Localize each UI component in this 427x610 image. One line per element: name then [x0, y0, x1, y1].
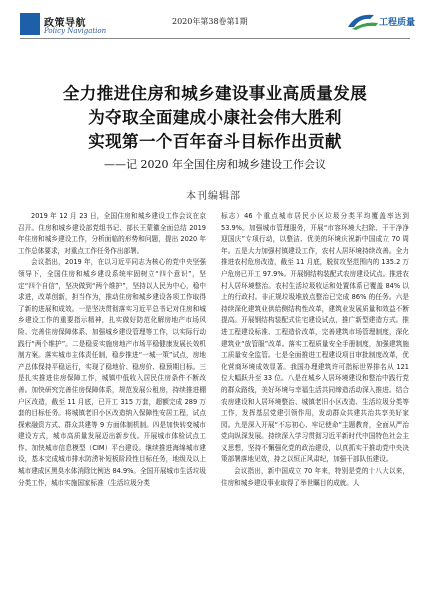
section-title: 政策导航 — [44, 18, 86, 29]
title-line-3: 实现第一个百年奋斗目标作出贡献 — [88, 132, 342, 151]
paragraph: 会议指出，2019 年，在以习近平同志为核心的党中央坚强领导下，全国住房和城乡建设系统牢固树立“四个意识”，坚定“四个自信”，坚决做到“两个维护”，坚持以人民为中心，稳中求进，改革创新，担当作为，推动住房和城乡建设各项工作取得了新的进展和成效。一是坚决贯彻落实习近平总书记对住房和城乡建设工作的重要指示精神，扎实做好防范化解房地产市场风险、完善住房保障体系、加强城乡建设管理等工作，以实际行动践行“两个维护”。二是稳妥实施房地产市场平稳健康发展长效机制方案。落实城市主体责任制，稳步推进“一城一策”试点，房地产总体保持平稳运行，实现了稳地价、稳房价、稳预期目标。三是扎实推进住房保障工作，城镇中低收入居民住房条件不断改善。加快研究完善住房保障体系，规范发展公租房，持续推进棚户区改造，截至 11 月底，已开工 315 万套，超额完成 289 万套的目标任务。将城镇老旧小区改造纳入保障性安居工程，试点探索融资方式、群众共建等 9 方面体制机制。四是加快转变城市建设方式，城市高质量发展迈出新步伐。开展城市体检试点工作。加快城市信息模型（CIM）平台建设。继续推进海绵城市建设，基本完成城市排水防涝补短板阶段性目标任务，地级及以上城市建成区黑臭水体消除比例达 84.9%。全国开展城市生活垃圾分类工作，城市实施国家标准（生活垃圾分类 — [18, 258, 206, 487]
article-author: 本刊编辑部 — [186, 191, 241, 202]
section-color-block — [20, 13, 40, 35]
paragraph: 会议指出，新中国成立 70 年来，特别是党的十八大以来，住房和城乡建设事业取得了举世瞩目的成就。人 — [221, 467, 409, 487]
journal-logo — [346, 9, 416, 33]
issue-info: 2020年第38卷第1期 — [172, 17, 248, 26]
left-column — [18, 211, 206, 489]
paragraph: 2019 年 12 月 23 日，全国住房和城乡建设工作会议在京召开。住房和城乡建设部党组书记、部长王蒙徽全面总结 2019 年住房和城乡建设工作，分析面临的形势和问题，提出 2020 年工作总体要求，对重点工作任务作出部署。 — [18, 212, 206, 255]
right-column — [221, 211, 409, 489]
paragraph: 标志）46 个重点城市居民小区垃圾分类平均覆盖率达到 53.9%。加强城市管理服务，开展“市容环境大扫除、干干净净迎国庆”专项行动，以整洁、优美的环境庆祝新中国成立 70 周年。五是大力加强村镇建设工作，农村人居环境持续改善。全力推进农村危房改造，截至 11 月底，脱贫攻坚范围内的 135.2 万户危房已开工 97.9%。开展钢结构装配式农房建设试点。推进农村人居环境整治。农村生活垃圾收运和处置体系已覆盖 84% 以上的行政村。非正规垃圾堆放点整治已完成 86% 的任务。六是持续深化建筑业供给侧结构性改革，建筑业发展质量和效益不断提高。开展钢结构装配式住宅建设试点，推广新型建造方式。推进工程建设标准、工程造价改革，完善建筑市场管理制度，深化建筑业“放管服”改革。落实工程质量安全手册制度，加强建筑施工质量安全监管。七是全面推进工程建设项目审批制度改革，优化营商环境成效显著。我国办理建筑许可指标世界排名从 121 位大幅跃升至 33 位。八是在城乡人居环境建设和整治中践行党的群众路线，美好环境与幸福生活共同缔造活动深入推进。结合农房建设和人居环境整治、城镇老旧小区改造、生活垃圾分类等工作，发挥基层党建引领作用，发动群众共建共治共享美好家园。九是深入开展“不忘初心、牢记使命”主题教育，全面从严治党向纵深发展。持续深入学习贯彻习近平新时代中国特色社会主义思想，坚持不懈强化党的政治建设，以真抓实干推动党中央决策部署落地见效，持之以恒正风肃纪，加强干部队伍建设。 — [221, 212, 409, 464]
title-line-1: 全力推进住房和城乡建设事业高质量发展 — [62, 84, 368, 103]
article-title-block — [30, 82, 400, 174]
page-header — [0, 0, 427, 58]
svg-text:工程质量: 工程质量 — [379, 18, 416, 28]
section-subtitle: Policy Navigation — [44, 27, 107, 35]
header-rule — [20, 38, 410, 39]
article-subtitle: ——记 2020 年全国住房和城乡建设工作会议 — [104, 158, 326, 171]
title-line-2: 为夺取全面建成小康社会伟大胜利 — [88, 108, 342, 127]
